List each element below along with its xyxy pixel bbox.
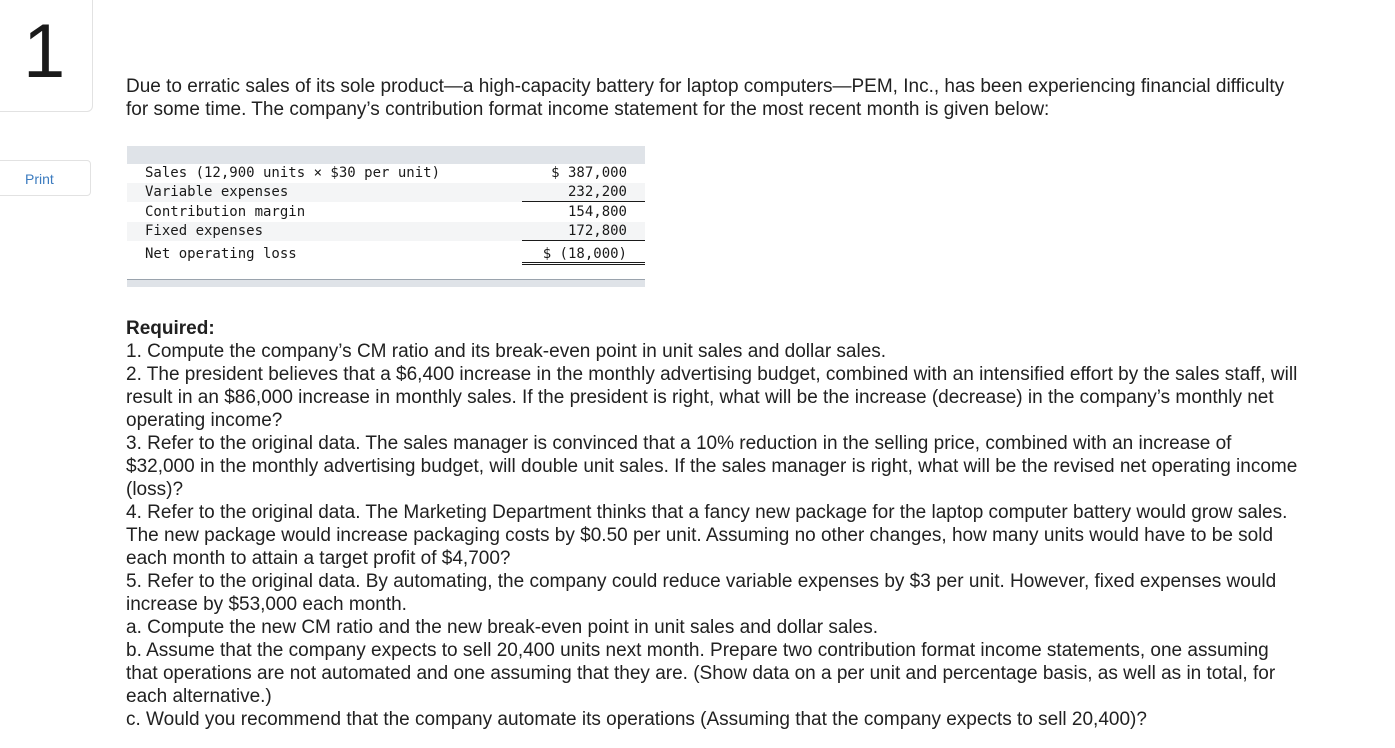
required-item-5: 5. Refer to the original data. By automating, the company could reduce variable expenses by $3 per unit. However, fixed expenses would increase by $53,000 each month.	[126, 571, 1277, 615]
row-amount: $ (18,000)	[542, 246, 627, 262]
required-item-3: 3. Refer to the original data. The sales manager is convinced that a 10% reduction in the selling price, combined with an increase of $32,000 in the monthly advertising budget, will double unit sales. If the sales manager is right, what will be the revised net operating income (loss)?	[126, 433, 1298, 500]
required-item-2: 2. The president believes that a $6,400 increase in the monthly advertising budget, combined with an intensified effort by the sales staff, will result in an $86,000 increase in monthly sales. If the president is right, what will be the increase (decrease) in the company’s monthly net operating income?	[126, 364, 1298, 431]
required-heading: Required:	[126, 318, 215, 339]
table-row	[127, 245, 645, 264]
row-amount: 232,200	[567, 184, 627, 200]
row-label: Net operating loss	[145, 246, 297, 262]
row-label: Sales (12,900 units × $30 per unit)	[145, 165, 441, 181]
required-item-1: 1. Compute the company’s CM ratio and its break-even point in unit sales and dollar sales.	[126, 341, 887, 362]
row-amount: 172,800	[567, 223, 627, 239]
table-row	[127, 164, 645, 183]
required-item-4: 4. Refer to the original data. The Marketing Department thinks that a fancy new package for the laptop computer battery would grow sales. The new package would increase packaging costs by $0.50 per unit. Assuming no other changes, how many units would have to be sold each month to attain a target profit of $4,700?	[126, 502, 1288, 569]
table-footer-bar	[127, 279, 645, 287]
table-row	[127, 203, 645, 222]
row-amount-cell	[522, 245, 645, 265]
row-amount-cell	[522, 222, 645, 241]
question-number-card	[0, 0, 93, 112]
row-amount: 154,800	[567, 204, 627, 220]
required-item-5c: c. Would you recommend that the company automate its operations (Assuming that the company expects to sell 20,400)?	[126, 709, 1147, 730]
required-item-5a: a. Compute the new CM ratio and the new break-even point in unit sales and dollar sales.	[126, 617, 878, 638]
problem-intro: Due to erratic sales of its sole product—a high-capacity battery for laptop computers—PEM, Inc., has been experiencing financial difficulty for some time. The company’s contribution format income statement for the most recent month is given below:	[126, 76, 1285, 120]
required-section	[126, 317, 1301, 731]
table-row	[127, 222, 645, 241]
question-number: 1	[23, 9, 66, 94]
row-label: Contribution margin	[145, 204, 306, 220]
required-item-5b: b. Assume that the company expects to sell 20,400 units next month. Prepare two contribution format income statements, one assuming that operations are not automated and one assuming that they are. (Show data on a per unit and percentage basis, as well as in total, for each alternative.)	[126, 640, 1276, 707]
row-amount-cell	[522, 183, 645, 202]
row-label: Variable expenses	[145, 184, 289, 200]
print-button[interactable]: Print	[0, 160, 91, 196]
table-header-bar	[127, 146, 645, 164]
table-row	[127, 183, 645, 202]
row-amount: $ 387,000	[551, 165, 627, 181]
income-statement-table	[127, 146, 645, 287]
row-label: Fixed expenses	[145, 223, 264, 239]
